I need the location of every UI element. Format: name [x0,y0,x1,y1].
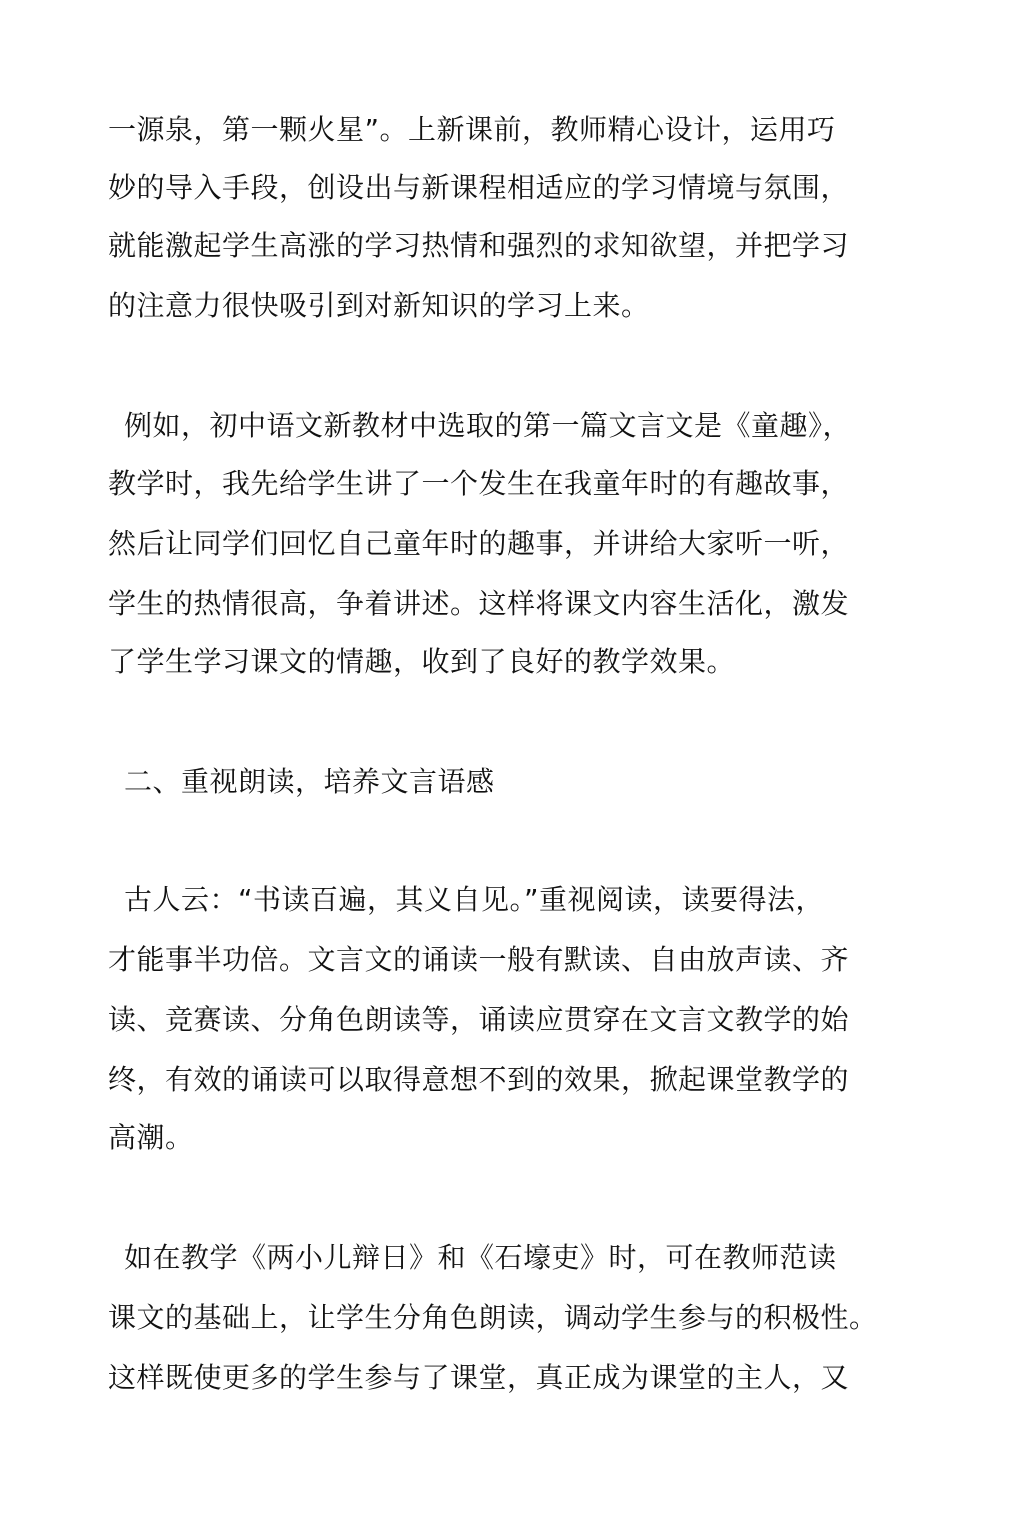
heading-line: 二、重视朗读，培养文言语感 [124,765,495,798]
text-line: 然后让同学们回忆自己童年时的趣事，并讲给大家听一听， [108,527,850,560]
text-line: 古人云：“书读百遍，其义自见。”重视阅读，读要得法， [124,883,825,916]
text-line: 才能事半功倍。文言文的诵读一般有默读、自由放声读、齐 [108,943,850,976]
text-line: 例如，初中语文新教材中选取的第一篇文言文是《童趣》， [124,409,852,442]
text-line: 了学生学习课文的情趣，收到了良好的教学效果。 [108,645,736,678]
text-line: 就能激起学生高涨的学习热情和强烈的求知欲望，并把学习 [108,229,850,262]
text-line: 课文的基础上，让学生分角色朗读，调动学生参与的积极性。 [108,1301,878,1334]
text-line: 学生的热情很高，争着讲述。这样将课文内容生活化，激发 [108,587,850,620]
text-line: 终，有效的诵读可以取得意想不到的效果，掀起课堂教学的 [108,1063,850,1096]
text-line: 这样既使更多的学生参与了课堂，真正成为课堂的主人，又 [108,1361,850,1394]
text-line: 高潮。 [108,1121,194,1154]
text-line: 妙的导入手段，创设出与新课程相适应的学习情境与氛围， [108,171,850,204]
text-line: 教学时，我先给学生讲了一个发生在我童年时的有趣故事， [108,467,850,500]
text-line: 的注意力很快吸引到对新知识的学习上来。 [108,289,650,322]
text-line: 读、竞赛读、分角色朗读等，诵读应贯穿在文言文教学的始 [108,1003,850,1036]
text-line: 如在教学《两小儿辩日》和《石壕吏》时，可在教师范读 [124,1241,837,1274]
text-line: 一源泉，第一颗火星”。上新课前，教师精心设计，运用巧 [108,113,836,146]
